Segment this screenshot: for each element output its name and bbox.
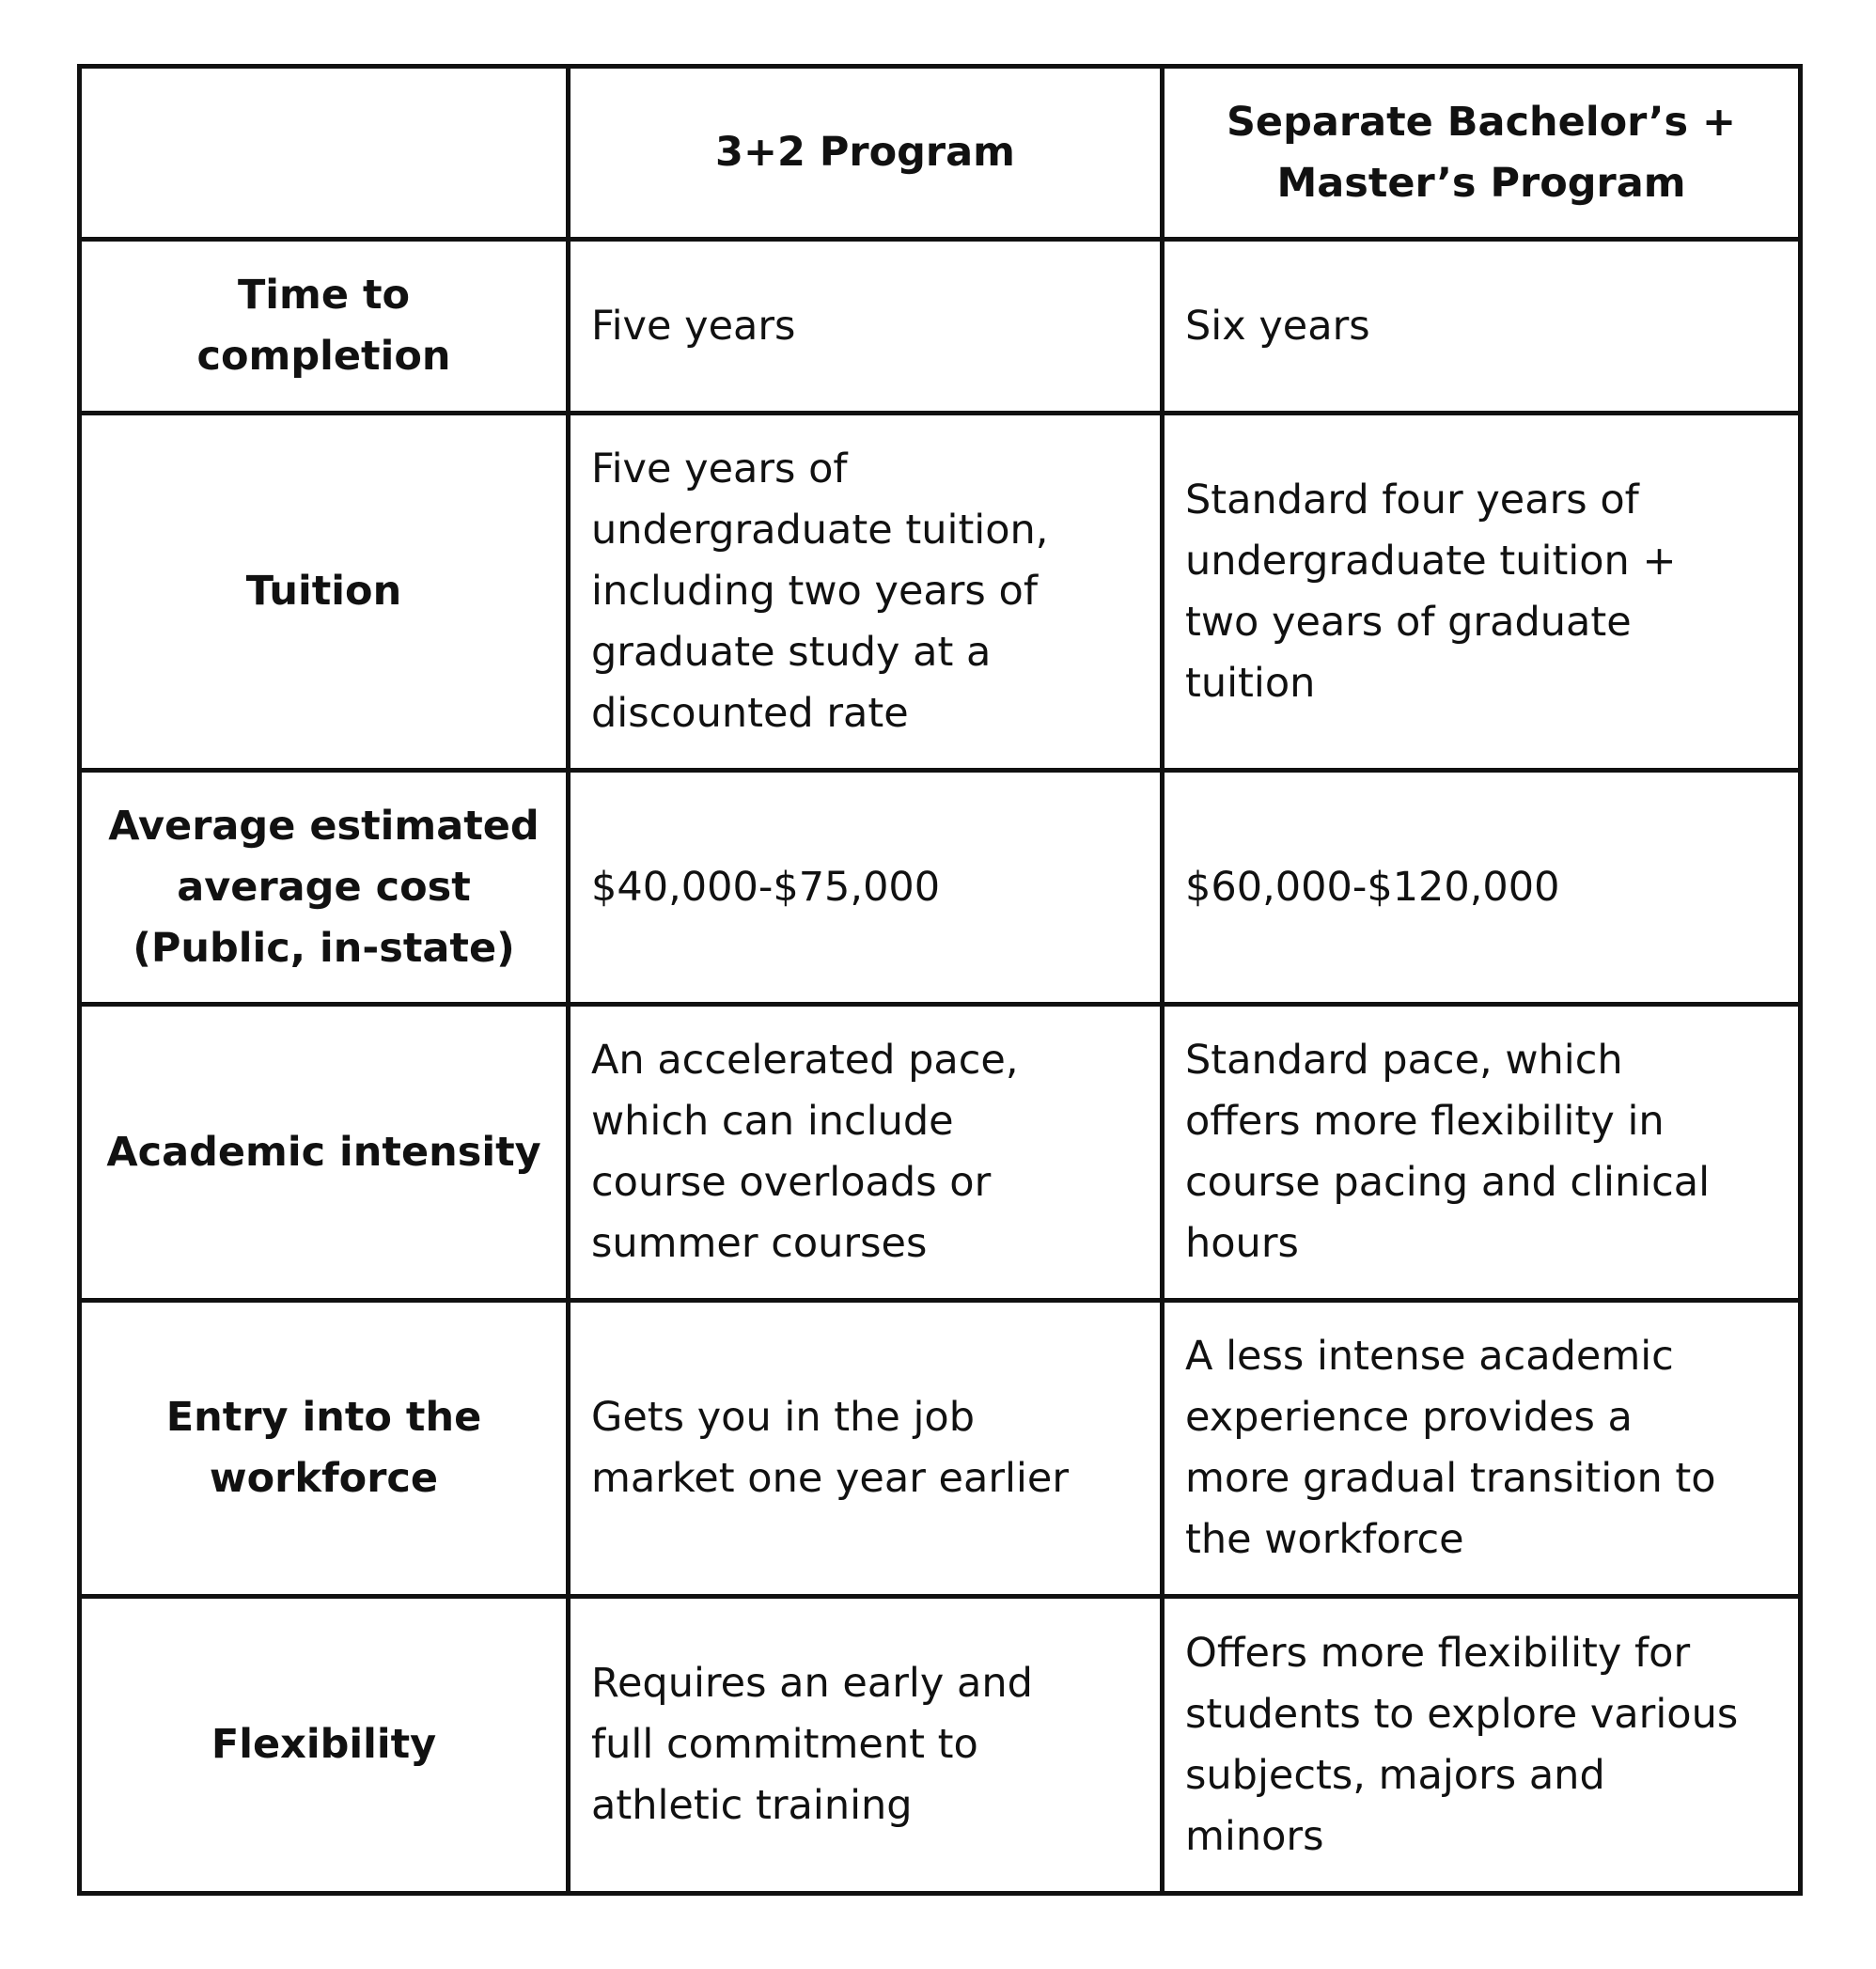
cell-3plus2-time	[569, 240, 1163, 414]
cell-line: course pacing and clinical	[1185, 1159, 1711, 1206]
cell-line: $40,000-$75,000	[591, 863, 941, 911]
cell-separate-time	[1163, 240, 1801, 414]
cell-line: subjects, majors and	[1185, 1751, 1605, 1799]
cell-line: hours	[1185, 1220, 1299, 1267]
cell-line: Standard four years of	[1185, 476, 1639, 524]
header-separate-line-2: Master’s Program	[1276, 159, 1686, 207]
comparison-table-container	[77, 64, 1803, 1896]
cell-line: Requires an early and	[591, 1660, 1033, 1707]
cell-line: which can include	[591, 1098, 954, 1145]
cell-separate-tuition	[1163, 414, 1801, 771]
table-row-workforce-entry	[80, 1301, 1801, 1597]
table-row-average-cost	[80, 771, 1801, 1005]
table-row-time-to-completion	[80, 240, 1801, 414]
cell-line: course overloads or	[591, 1159, 992, 1206]
row-label-line: average cost	[177, 863, 471, 911]
cell-3plus2-workforce	[569, 1301, 1163, 1597]
cell-line: A less intense academic	[1185, 1333, 1674, 1380]
row-label-academic-intensity	[80, 1005, 569, 1301]
cell-separate-workforce	[1163, 1301, 1801, 1597]
cell-3plus2-flexibility	[569, 1597, 1163, 1894]
header-corner-cell	[80, 67, 569, 240]
row-label-line: completion	[196, 333, 451, 380]
cell-line: including two years of	[591, 568, 1038, 615]
cell-line: undergraduate tuition,	[591, 507, 1049, 554]
cell-line: two years of graduate	[1185, 598, 1632, 646]
cell-3plus2-tuition	[569, 414, 1163, 771]
row-label-average-cost	[80, 771, 569, 1005]
cell-line: students to explore various	[1185, 1690, 1739, 1738]
cell-line: experience provides a	[1185, 1394, 1633, 1441]
row-label-time-to-completion	[80, 240, 569, 414]
table-row-flexibility	[80, 1597, 1801, 1894]
cell-line: the workforce	[1185, 1516, 1464, 1563]
comparison-table	[77, 64, 1803, 1896]
cell-line: Offers more flexibility for	[1185, 1629, 1691, 1677]
header-3plus2-program	[569, 67, 1163, 240]
cell-line: market one year earlier	[591, 1455, 1070, 1502]
row-label-line: Flexibility	[211, 1721, 437, 1768]
cell-line: full commitment to	[591, 1721, 978, 1768]
row-label-line: Average estimated	[108, 802, 539, 850]
cell-line: Gets you in the job	[591, 1394, 976, 1441]
cell-line: offers more flexibility in	[1185, 1098, 1665, 1145]
row-label-line: Time to	[237, 272, 411, 319]
cell-3plus2-intensity	[569, 1005, 1163, 1301]
cell-line: Standard pace, which	[1185, 1037, 1623, 1084]
row-label-flexibility	[80, 1597, 569, 1894]
header-separate-line-1: Separate Bachelor’s +	[1226, 98, 1737, 146]
header-separate-programs	[1163, 67, 1801, 240]
row-label-line: Entry into the	[165, 1394, 482, 1441]
cell-separate-flexibility	[1163, 1597, 1801, 1894]
cell-3plus2-cost	[569, 771, 1163, 1005]
cell-line: Six years	[1185, 302, 1370, 350]
cell-line: Five years of	[591, 445, 848, 492]
header-3plus2-label: 3+2 Program	[715, 129, 1015, 176]
row-label-workforce-entry	[80, 1301, 569, 1597]
cell-line: more gradual transition to	[1185, 1455, 1716, 1502]
row-label-tuition	[80, 414, 569, 771]
cell-line: An accelerated pace,	[591, 1037, 1019, 1084]
row-label-line: Academic intensity	[106, 1128, 541, 1176]
row-label-line: workforce	[209, 1455, 439, 1502]
cell-line: athletic training	[591, 1782, 913, 1829]
table-row-tuition	[80, 414, 1801, 771]
cell-line: undergraduate tuition +	[1185, 537, 1677, 585]
table-row-academic-intensity	[80, 1005, 1801, 1301]
cell-line: tuition	[1185, 659, 1316, 707]
cell-line: $60,000-$120,000	[1185, 863, 1560, 911]
cell-line: minors	[1185, 1812, 1324, 1860]
cell-line: Five years	[591, 302, 796, 350]
cell-line: summer courses	[591, 1220, 928, 1267]
row-label-line: Tuition	[245, 568, 402, 615]
table-header-row	[80, 67, 1801, 240]
row-label-line: (Public, in-state)	[133, 924, 515, 972]
cell-line: discounted rate	[591, 690, 909, 737]
cell-line: graduate study at a	[591, 629, 992, 676]
cell-separate-cost	[1163, 771, 1801, 1005]
cell-separate-intensity	[1163, 1005, 1801, 1301]
